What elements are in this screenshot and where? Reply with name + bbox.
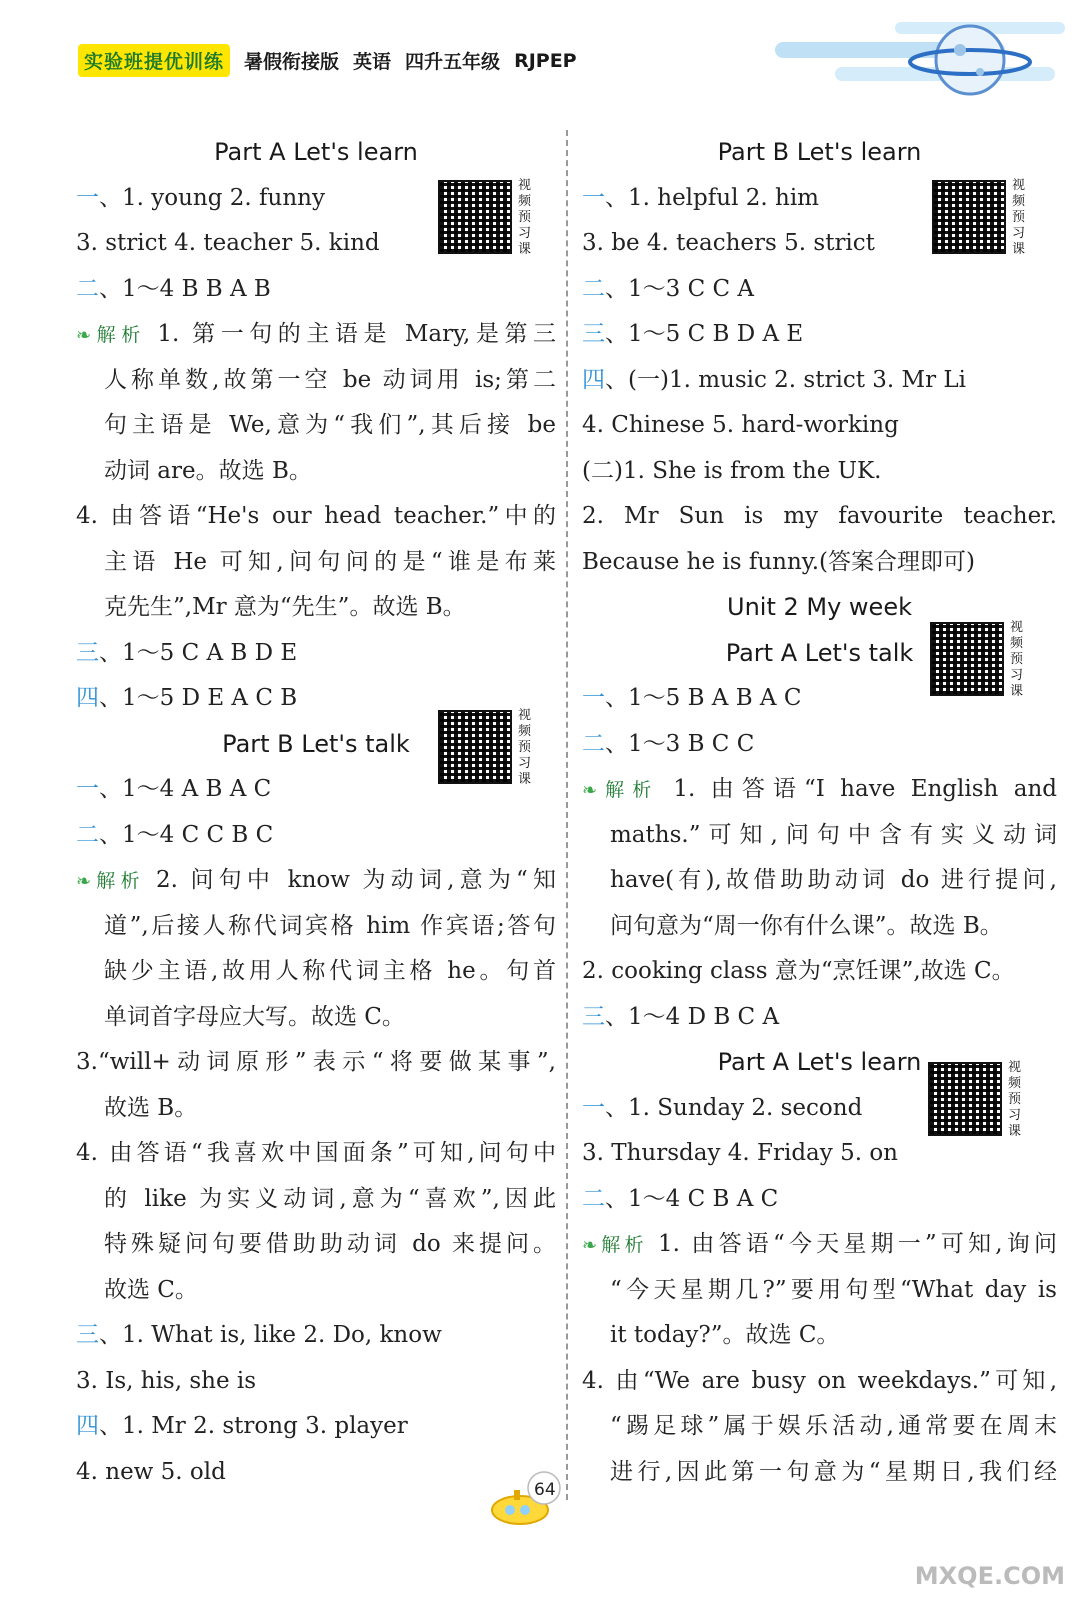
explanation-line: it today?”。故选 C。 (610, 1322, 840, 1348)
answer-line (76, 267, 556, 313)
exercise-number: 三 (582, 1003, 605, 1030)
column-divider (566, 130, 568, 1500)
explanation-line: 单词首字母应大写。故选 C。 (104, 1003, 405, 1030)
book-code: RJPEP (514, 49, 577, 72)
explanation-line (76, 858, 556, 904)
section-heading: Part B Let's talk (222, 729, 410, 758)
answer-line: (二)1. She is from the UK. (582, 457, 882, 484)
explanation-text: 1. 由答语“今天星期一”可知,询问 (657, 1231, 1057, 1257)
leaf-icon: ❧ (76, 325, 92, 346)
qr-label: 视 频 预 习 课 (1010, 620, 1024, 699)
answer-text: 、1. helpful 2. him (605, 184, 819, 211)
answer-text: 、1. What is, like 2. Do, know (99, 1322, 442, 1348)
explanation-line: 特殊疑问句要借助助动词 do 来提问。 (104, 1231, 556, 1257)
section-heading: Part A Let's talk (725, 638, 914, 667)
explanation-line (76, 312, 556, 358)
answer-text: 、1. Mr 2. strong 3. player (99, 1413, 408, 1439)
explanation-line: “踢足球”属于娱乐活动,通常要在周末 (610, 1413, 1057, 1439)
series-name: 实验班提优训练 (78, 44, 230, 77)
explanation-line: 4. 由答语“He's our head teacher.”中的 (76, 503, 556, 529)
exercise-number: 四 (582, 366, 605, 393)
answer-line: 3. Thursday 4. Friday 5. on (582, 1140, 898, 1166)
explanation-line: have(有),故借助助动词 do 进行提问, (610, 867, 1057, 893)
answer-line: 3. strict 4. teacher 5. kind (76, 230, 380, 256)
answer-line: 3. Is, his, she is (76, 1367, 257, 1394)
answer-text: 、1～4 C B A C (605, 1185, 779, 1212)
explanation-line: 缺少主语,故用人称代词主格 he。句首 (104, 958, 556, 984)
exercise-number: 一 (582, 685, 605, 711)
explanation-line: 4. 由答语“我喜欢中国面条”可知,问句中 (76, 1140, 556, 1166)
explanation-tag: 解析 (597, 779, 674, 801)
subject: 英语 (353, 51, 392, 73)
explanation-line: 句主语是 We,意为“我们”,其后接 be (104, 412, 556, 438)
answer-line (582, 312, 1057, 358)
explanation-line: 故选 C。 (104, 1276, 198, 1303)
left-column (76, 130, 556, 1495)
qr-label: 视 频 预 习 课 (518, 178, 532, 257)
answer-line (582, 722, 1057, 768)
exercise-number: 一 (76, 184, 99, 211)
explanation-line: 人称单数,故第一空 be 动词用 is;第二 (104, 366, 556, 393)
exercise-number: 四 (76, 685, 99, 711)
explanation-tag: 解析 (91, 324, 158, 346)
explanation-text: 1. 第一句的主语是 Mary,是第三 (157, 321, 557, 347)
answer-text: 、1～4 A B A C (99, 776, 272, 802)
answer-line: 4. Chinese 5. hard-working (582, 412, 899, 438)
answer-line (582, 995, 1057, 1041)
explanation-line: 道”,后接人称代词宾格 him 作宾语;答句 (104, 912, 556, 939)
explanation-line: 2. Mr Sun is my favourite teacher. (582, 503, 1057, 529)
qr-code[interactable] (930, 622, 1004, 696)
answer-text: 、1～3 C C A (605, 275, 755, 302)
answer-line: 4. new 5. old (76, 1458, 226, 1485)
page-number: 64 (534, 1480, 556, 1500)
explanation-line (582, 1222, 1057, 1268)
explanation-line: “今天星期几?”要用句型“What day is (610, 1276, 1057, 1303)
answer-line (76, 1404, 556, 1450)
exercise-number: 三 (76, 1322, 99, 1348)
exercise-number: 三 (76, 639, 99, 666)
explanation-line: maths.”可知,问句中含有实义动词 (610, 821, 1057, 848)
qr-code[interactable] (928, 1062, 1002, 1136)
exercise-number: 二 (582, 730, 605, 757)
qr-label: 视 频 预 习 课 (1008, 1060, 1022, 1139)
answer-line (582, 1177, 1057, 1223)
leaf-icon: ❧ (582, 780, 598, 801)
exercise-number: 四 (76, 1413, 99, 1439)
qr-label: 视 频 预 习 课 (518, 708, 532, 787)
planet-illustration (775, 12, 1075, 107)
explanation-line: 主语 He 可知,问句问的是“谁是布莱 (104, 548, 556, 575)
exercise-number: 一 (76, 776, 99, 802)
answer-line (76, 1313, 556, 1359)
grade: 四升五年级 (405, 51, 501, 73)
explanation-line: 故选 B。 (104, 1094, 198, 1121)
explanation-text: 2. 问句中 know 为动词,意为“知 (156, 867, 557, 893)
answer-line: Because he is funny.(答案合理即可) (582, 548, 975, 575)
watermark: MXQE.COM (914, 1562, 1065, 1590)
exercise-number: 三 (582, 321, 605, 347)
right-column (582, 130, 1057, 1495)
answer-text: 、1～3 B C C (605, 730, 755, 757)
answer-text: 、1～4 B B A B (99, 275, 271, 302)
explanation-text: 1. 由答语“I have English and (673, 776, 1057, 802)
section-heading: Unit 2 My week (727, 593, 912, 621)
explanation-tag: 解析 (597, 1234, 658, 1256)
answer-line: 3. be 4. teachers 5. strict (582, 230, 875, 256)
edition: 暑假衔接版 (244, 51, 340, 73)
section-heading: Part A Let's learn (214, 138, 418, 166)
answer-text: 、1. young 2. funny (99, 184, 325, 211)
book-brand (78, 44, 577, 77)
answer-line: 2. cooking class 意为“烹饪课”,故选 C。 (582, 958, 1015, 984)
explanation-line: 动词 are。故选 B。 (104, 457, 312, 484)
section-heading: Part B Let's learn (717, 138, 922, 166)
answer-line (76, 631, 556, 677)
answer-line (582, 358, 1057, 404)
explanation-line (582, 767, 1057, 813)
qr-label: 视 频 预 习 课 (1012, 178, 1026, 257)
exercise-number: 一 (582, 1094, 605, 1121)
explanation-line: 问句意为“周一你有什么课”。故选 B。 (610, 912, 1003, 939)
leaf-icon: ❧ (76, 871, 92, 892)
explanation-line: 3.“will+动词原形”表示“将要做某事”, (76, 1049, 556, 1075)
exercise-number: 二 (582, 275, 605, 302)
leaf-icon: ❧ (582, 1235, 598, 1256)
answer-line (76, 813, 556, 859)
answer-text: 、(一)1. music 2. strict 3. Mr Li (605, 366, 967, 393)
answer-text: 、1～4 C C B C (99, 821, 274, 848)
explanation-line: 的 like 为实义动词,意为“喜欢”,因此 (104, 1185, 556, 1212)
answer-line (582, 267, 1057, 313)
qr-code[interactable] (438, 180, 512, 254)
qr-code[interactable] (438, 710, 512, 784)
explanation-tag: 解析 (91, 870, 156, 892)
explanation-line: 4. 由“We are busy on weekdays.”可知, (582, 1367, 1057, 1394)
exercise-number: 二 (76, 275, 99, 302)
qr-code[interactable] (932, 180, 1006, 254)
submarine-icon (480, 1470, 610, 1530)
exercise-number: 一 (582, 184, 605, 211)
answer-text: 、1～5 B A B A C (605, 685, 802, 711)
page-header (0, 0, 1085, 120)
section-heading: Part A Let's learn (717, 1048, 922, 1076)
answer-text: 、1～4 D B C A (605, 1003, 780, 1030)
answer-text: 、1～5 C B D A E (605, 321, 804, 347)
explanation-line: 克先生”,Mr 意为“先生”。故选 B。 (104, 594, 466, 620)
exercise-number: 二 (582, 1185, 605, 1212)
answer-text: 、1～5 C A B D E (99, 639, 298, 666)
exercise-number: 二 (76, 821, 99, 848)
answer-text: 、1～5 D E A C B (99, 685, 298, 711)
explanation-line: 进行,因此第一句意为“星期日,我们经 (610, 1458, 1057, 1485)
answer-text: 、1. Sunday 2. second (605, 1094, 863, 1121)
